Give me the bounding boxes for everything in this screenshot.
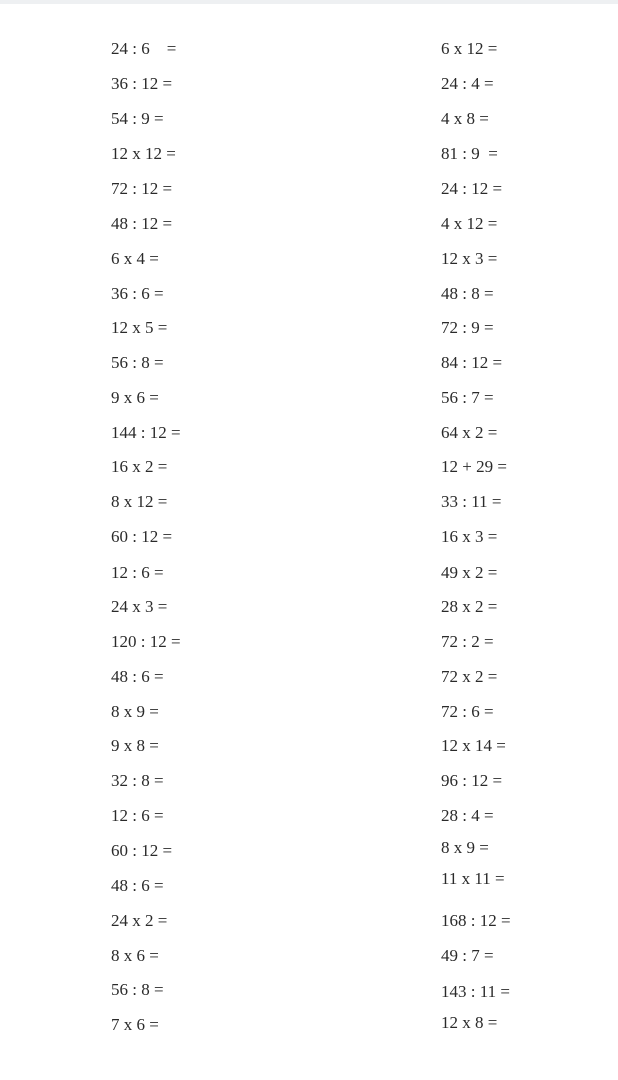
problem-item: 143 : 11 = (441, 982, 510, 1001)
problem-item: 48 : 8 = (441, 284, 494, 303)
problem-item: 24 : 12 = (441, 179, 503, 198)
problem-item: 12 x 14 = (441, 736, 506, 755)
problem-item: 96 : 12 = (441, 771, 503, 790)
problem-item: 56 : 8 = (111, 980, 164, 999)
problem-item: 28 x 2 = (441, 597, 498, 616)
problem-item: 12 x 3 = (441, 249, 498, 268)
problem-item: 9 x 8 = (111, 736, 159, 755)
problem-item: 120 : 12 = (111, 632, 181, 651)
left-problem-column (111, 0, 311, 1080)
problem-item: 64 x 2 = (441, 423, 498, 442)
problem-item: 6 x 12 = (441, 39, 498, 58)
right-problem-column (441, 0, 618, 1080)
problem-item: 56 : 8 = (111, 353, 164, 372)
problem-item: 48 : 6 = (111, 667, 164, 686)
problem-item: 12 x 8 = (441, 1013, 498, 1032)
problem-item: 7 x 6 = (111, 1015, 159, 1034)
problem-item: 60 : 12 = (111, 841, 173, 860)
problem-item: 81 : 9 = (441, 144, 498, 163)
problem-item: 12 : 6 = (111, 563, 164, 582)
problem-item: 72 : 12 = (111, 179, 173, 198)
problem-item: 8 x 9 = (441, 838, 489, 857)
problem-item: 32 : 8 = (111, 771, 164, 790)
problem-item: 60 : 12 = (111, 527, 173, 546)
problem-item: 36 : 12 = (111, 74, 173, 93)
problem-item: 24 : 6 = (111, 39, 177, 58)
problem-item: 144 : 12 = (111, 423, 181, 442)
problem-item: 49 x 2 = (441, 563, 498, 582)
problem-item: 72 x 2 = (441, 667, 498, 686)
problem-item: 72 : 6 = (441, 702, 494, 721)
problem-item: 8 x 12 = (111, 492, 168, 511)
problem-item: 12 : 6 = (111, 806, 164, 825)
problem-item: 24 x 3 = (111, 597, 168, 616)
problem-item: 12 x 5 = (111, 318, 168, 337)
problem-item: 48 : 12 = (111, 214, 173, 233)
problem-item: 168 : 12 = (441, 911, 511, 930)
problem-item: 9 x 6 = (111, 388, 159, 407)
problem-item: 56 : 7 = (441, 388, 494, 407)
problem-item: 72 : 2 = (441, 632, 494, 651)
problem-item: 54 : 9 = (111, 109, 164, 128)
problem-item: 4 x 8 = (441, 109, 489, 128)
problem-item: 4 x 12 = (441, 214, 498, 233)
problem-item: 49 : 7 = (441, 946, 494, 965)
problem-item: 33 : 11 = (441, 492, 502, 511)
problem-item: 12 x 12 = (111, 144, 176, 163)
problem-item: 28 : 4 = (441, 806, 494, 825)
problem-item: 12 + 29 = (441, 457, 507, 476)
problem-item: 24 x 2 = (111, 911, 168, 930)
problem-item: 16 x 3 = (441, 527, 498, 546)
problem-item: 48 : 6 = (111, 876, 164, 895)
problem-item: 72 : 9 = (441, 318, 494, 337)
problem-item: 16 x 2 = (111, 457, 168, 476)
problem-item: 6 x 4 = (111, 249, 159, 268)
problem-item: 11 x 11 = (441, 869, 505, 888)
problem-item: 8 x 9 = (111, 702, 159, 721)
problem-item: 24 : 4 = (441, 74, 494, 93)
problem-item: 8 x 6 = (111, 946, 159, 965)
problem-item: 36 : 6 = (111, 284, 164, 303)
problem-item: 84 : 12 = (441, 353, 503, 372)
